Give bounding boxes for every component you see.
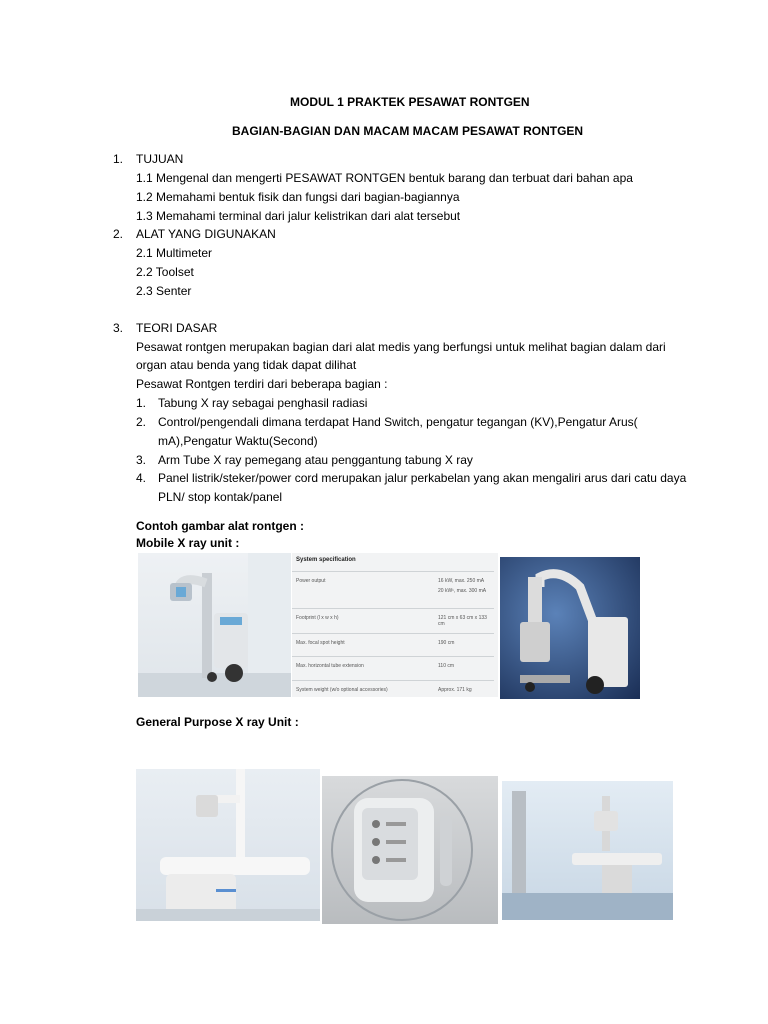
table-row bbox=[292, 680, 494, 697]
general-purpose-label: General Purpose X ray Unit : bbox=[136, 715, 299, 729]
section-number: 2. bbox=[113, 227, 124, 241]
table-row bbox=[292, 656, 494, 679]
part-text: Control/pengendali dimana terdapat Hand Switch, pengatur tegangan (KV),Pengatur Arus( bbox=[158, 415, 638, 429]
table-cell: 121 cm x 63 cm x 133 cm bbox=[438, 615, 487, 627]
part-text: mA),Pengatur Waktu(Second) bbox=[158, 434, 318, 448]
section-heading: TUJUAN bbox=[136, 152, 184, 166]
part-text: Tabung X ray sebagai penghasil radiasi bbox=[158, 396, 368, 410]
control-panel-photo bbox=[322, 776, 498, 924]
parts-intro: Pesawat Rontgen terdiri dari beberapa bagian : bbox=[136, 377, 388, 391]
table-cell: Power output bbox=[296, 578, 326, 584]
part-text: Panel listrik/steker/power cord merupakan jalur perkabelan yang akan mengaliri arus dari catu daya bbox=[158, 471, 687, 485]
xray-room-photo bbox=[502, 781, 673, 920]
list-item: 1.2 Memahami bentuk fisik dan fungsi dari bagian-bagiannya bbox=[136, 190, 460, 204]
part-text: PLN/ stop kontak/panel bbox=[158, 490, 283, 504]
document-title: MODUL 1 PRAKTEK PESAWAT RONTGEN bbox=[290, 95, 530, 109]
section-number: 1. bbox=[113, 152, 124, 166]
part-number: 1. bbox=[136, 396, 147, 410]
table-cell: Footprint (l x w x h) bbox=[296, 615, 339, 621]
mobile-label: Mobile X ray unit : bbox=[136, 536, 240, 550]
mobile-xray-photo bbox=[500, 557, 640, 699]
part-number: 3. bbox=[136, 453, 147, 467]
table-cell: Max. focal spot height bbox=[296, 640, 345, 646]
table-cell: Max. horizontal tube extension bbox=[296, 663, 364, 669]
spec-table-title: System specification bbox=[296, 557, 356, 563]
section-number: 3. bbox=[113, 321, 124, 335]
table-row bbox=[292, 608, 494, 631]
list-item: 1.3 Memahami terminal dari jalur kelistrikan dari alat tersebut bbox=[136, 209, 461, 223]
document-subtitle: BAGIAN-BAGIAN DAN MACAM MACAM PESAWAT RONTGEN bbox=[232, 124, 584, 138]
paragraph-line: organ atau benda yang tidak dapat dilihat bbox=[136, 358, 357, 372]
table-cell: 190 cm bbox=[438, 640, 455, 646]
examples-intro: Contoh gambar alat rontgen : bbox=[136, 519, 304, 533]
table-cell: 20 kW¹, max. 300 mA bbox=[438, 588, 487, 594]
table-row bbox=[292, 571, 494, 602]
list-item: 2.3 Senter bbox=[136, 284, 192, 298]
list-item: 2.1 Multimeter bbox=[136, 246, 213, 260]
mobile-xray-photo bbox=[138, 553, 291, 697]
table-cell: 110 cm bbox=[438, 663, 455, 669]
spec-table bbox=[292, 553, 498, 697]
section-heading: ALAT YANG DIGUNAKAN bbox=[136, 227, 276, 241]
part-number: 2. bbox=[136, 415, 147, 429]
table-cell: System weight (w/o optional accessories) bbox=[296, 687, 388, 693]
paragraph-line: Pesawat rontgen merupakan bagian dari alat medis yang berfungsi untuk melihat bagian dalam dari bbox=[136, 340, 666, 354]
table-row bbox=[292, 633, 494, 656]
table-cell: Approx. 171 kg bbox=[438, 687, 472, 693]
list-item: 1.1 Mengenal dan mengerti PESAWAT RONTGEN bentuk barang dan terbuat dari bahan apa bbox=[136, 171, 633, 185]
section-heading: TEORI DASAR bbox=[136, 321, 218, 335]
part-text: Arm Tube X ray pemegang atau penggantung tabung X ray bbox=[158, 453, 473, 467]
list-item: 2.2 Toolset bbox=[136, 265, 194, 279]
table-cell: 16 kW, max. 250 mA bbox=[438, 578, 485, 584]
general-xray-photo bbox=[136, 769, 320, 921]
part-number: 4. bbox=[136, 471, 147, 485]
